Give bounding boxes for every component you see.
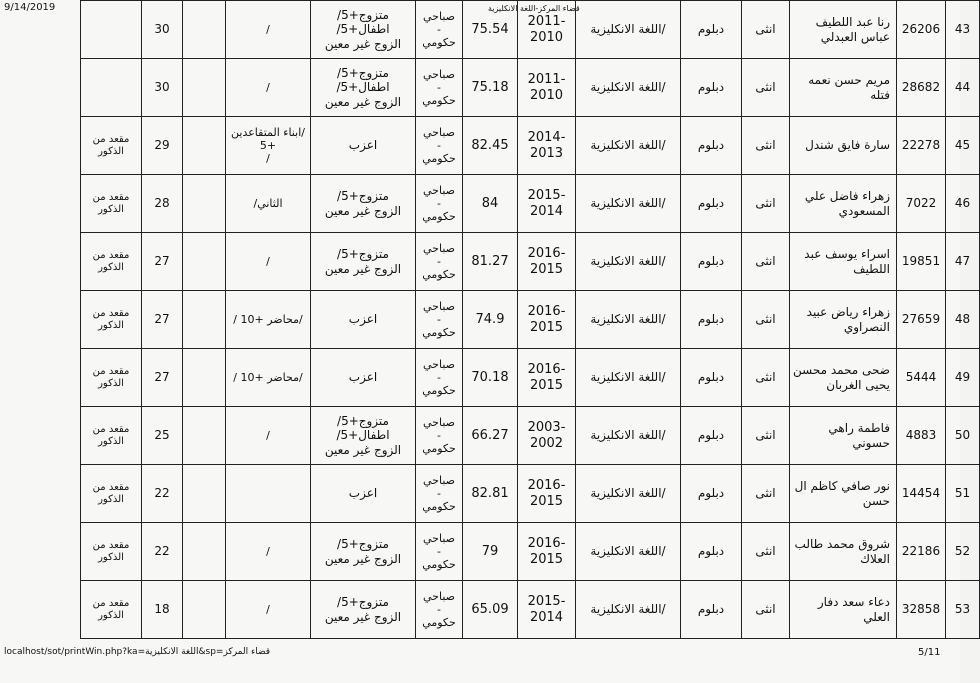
marital-status-cell: اعزب: [311, 291, 416, 349]
marital-status-cell: متزوج+5/ اطفال+5/ الزوج غير معين: [311, 407, 416, 465]
marital-status-cell: اعزب: [311, 349, 416, 407]
applicant-name-cell: رنا عبد اللطيف عباس العبدلي: [790, 1, 897, 59]
empty-cell: [183, 233, 226, 291]
applicant-name-cell: زهراء فاضل علي المسعودي: [790, 175, 897, 233]
gender-cell: انثى: [742, 117, 790, 175]
footer-url: localhost/sot/printWin.php?ka=اللغة الانكليزية&sp=قضاء المركز: [4, 647, 271, 657]
applicant-id-cell: 19851: [897, 233, 946, 291]
seat-note-cell: مقعد من الذكور: [81, 407, 142, 465]
applicant-name-cell: سارة فايق شندل: [790, 117, 897, 175]
specialization-cell: /اللغة الانكليزية: [576, 1, 681, 59]
graduation-year-cell: -2003 2002: [518, 407, 576, 465]
applicant-id-cell: 4883: [897, 407, 946, 465]
total-points-cell: 30: [142, 59, 183, 117]
gender-cell: انثى: [742, 465, 790, 523]
table-row: [81, 291, 980, 349]
marital-status-cell: متزوج+5/ الزوج غير معين: [311, 233, 416, 291]
gender-cell: انثى: [742, 175, 790, 233]
seat-note-cell: مقعد من الذكور: [81, 291, 142, 349]
total-points-cell: 27: [142, 291, 183, 349]
study-type-cell: صباحي - حكومي: [416, 175, 463, 233]
certificate-cell: دبلوم: [681, 465, 742, 523]
applicant-id-cell: 28682: [897, 59, 946, 117]
marital-status-cell: متزوج+5/ الزوج غير معين: [311, 175, 416, 233]
specialization-cell: /اللغة الانكليزية: [576, 233, 681, 291]
empty-cell: [183, 117, 226, 175]
certificate-cell: دبلوم: [681, 117, 742, 175]
empty-cell: [183, 59, 226, 117]
graduation-year-cell: -2011 2010: [518, 59, 576, 117]
applicant-name-cell: مريم حسن نعمه فتله: [790, 59, 897, 117]
table-row: [81, 581, 980, 639]
extra-points-cell: /: [226, 59, 311, 117]
specialization-cell: /اللغة الانكليزية: [576, 349, 681, 407]
graduation-year-cell: -2016 2015: [518, 523, 576, 581]
applicant-id-cell: 22278: [897, 117, 946, 175]
seat-note-cell: [81, 1, 142, 59]
specialization-cell: /اللغة الانكليزية: [576, 581, 681, 639]
seq-cell: 51: [946, 465, 980, 523]
total-points-cell: 29: [142, 117, 183, 175]
extra-points-cell: /: [226, 1, 311, 59]
applicant-id-cell: 22186: [897, 523, 946, 581]
total-points-cell: 25: [142, 407, 183, 465]
total-points-cell: 22: [142, 523, 183, 581]
empty-cell: [183, 349, 226, 407]
extra-points-cell: الثاني/: [226, 175, 311, 233]
marital-status-cell: اعزب: [311, 117, 416, 175]
certificate-cell: دبلوم: [681, 59, 742, 117]
applicant-id-cell: 27659: [897, 291, 946, 349]
seat-note-cell: مقعد من الذكور: [81, 581, 142, 639]
table-row: [81, 1, 980, 59]
study-type-cell: صباحي - حكومي: [416, 407, 463, 465]
applicant-name-cell: زهراء رياض عبيد النصراوي: [790, 291, 897, 349]
seq-cell: 52: [946, 523, 980, 581]
extra-points-cell: /: [226, 233, 311, 291]
seat-note-cell: مقعد من الذكور: [81, 117, 142, 175]
seq-cell: 53: [946, 581, 980, 639]
total-points-cell: 22: [142, 465, 183, 523]
grade-average-cell: 70.18: [463, 349, 518, 407]
study-type-cell: صباحي - حكومي: [416, 1, 463, 59]
table-row: [81, 465, 980, 523]
seat-note-cell: مقعد من الذكور: [81, 175, 142, 233]
total-points-cell: 30: [142, 1, 183, 59]
gender-cell: انثى: [742, 59, 790, 117]
table-row: [81, 407, 980, 465]
study-type-cell: صباحي - حكومي: [416, 523, 463, 581]
seq-cell: 47: [946, 233, 980, 291]
study-type-cell: صباحي - حكومي: [416, 291, 463, 349]
empty-cell: [183, 465, 226, 523]
certificate-cell: دبلوم: [681, 349, 742, 407]
marital-status-cell: متزوج+5/ الزوج غير معين: [311, 581, 416, 639]
specialization-cell: /اللغة الانكليزية: [576, 523, 681, 581]
extra-points-cell: /: [226, 407, 311, 465]
certificate-cell: دبلوم: [681, 233, 742, 291]
print-date: 9/14/2019: [4, 2, 56, 13]
specialization-cell: /اللغة الانكليزية: [576, 59, 681, 117]
marital-status-cell: اعزب: [311, 465, 416, 523]
candidates-table: [80, 0, 980, 639]
total-points-cell: 27: [142, 349, 183, 407]
grade-average-cell: 75.18: [463, 59, 518, 117]
certificate-cell: دبلوم: [681, 291, 742, 349]
candidates-table-body: [81, 1, 980, 639]
extra-points-cell: /محاضر +10 /: [226, 349, 311, 407]
graduation-year-cell: -2016 2015: [518, 291, 576, 349]
applicant-name-cell: ضحى محمد محسن يحيى الغربان: [790, 349, 897, 407]
total-points-cell: 27: [142, 233, 183, 291]
total-points-cell: 28: [142, 175, 183, 233]
table-row: [81, 233, 980, 291]
empty-cell: [183, 581, 226, 639]
study-type-cell: صباحي - حكومي: [416, 465, 463, 523]
gender-cell: انثى: [742, 233, 790, 291]
grade-average-cell: 82.81: [463, 465, 518, 523]
seat-note-cell: مقعد من الذكور: [81, 233, 142, 291]
applicant-id-cell: 32858: [897, 581, 946, 639]
applicant-name-cell: دعاء سعد دفار العلي: [790, 581, 897, 639]
grade-average-cell: 66.27: [463, 407, 518, 465]
applicant-id-cell: 26206: [897, 1, 946, 59]
grade-average-cell: 81.27: [463, 233, 518, 291]
applicant-name-cell: فاطمة راهي حسوني: [790, 407, 897, 465]
seat-note-cell: مقعد من الذكور: [81, 465, 142, 523]
extra-points-cell: /: [226, 523, 311, 581]
certificate-cell: دبلوم: [681, 1, 742, 59]
table-row: [81, 175, 980, 233]
seq-cell: 49: [946, 349, 980, 407]
seq-cell: 44: [946, 59, 980, 117]
applicant-id-cell: 7022: [897, 175, 946, 233]
specialization-cell: /اللغة الانكليزية: [576, 465, 681, 523]
study-type-cell: صباحي - حكومي: [416, 233, 463, 291]
grade-average-cell: 74.9: [463, 291, 518, 349]
total-points-cell: 18: [142, 581, 183, 639]
certificate-cell: دبلوم: [681, 523, 742, 581]
gender-cell: انثى: [742, 581, 790, 639]
seq-cell: 48: [946, 291, 980, 349]
certificate-cell: دبلوم: [681, 581, 742, 639]
seq-cell: 50: [946, 407, 980, 465]
table-row: [81, 59, 980, 117]
graduation-year-cell: -2016 2015: [518, 349, 576, 407]
header-district-subject: قضاء المركز-اللغة الانكليزية: [488, 4, 580, 13]
study-type-cell: صباحي - حكومي: [416, 59, 463, 117]
empty-cell: [183, 523, 226, 581]
marital-status-cell: متزوج+5/ الزوج غير معين: [311, 523, 416, 581]
specialization-cell: /اللغة الانكليزية: [576, 117, 681, 175]
applicant-id-cell: 5444: [897, 349, 946, 407]
applicant-name-cell: نور صافي كاظم ال حسن: [790, 465, 897, 523]
seq-cell: 46: [946, 175, 980, 233]
marital-status-cell: متزوج+5/ اطفال+5/ الزوج غير معين: [311, 59, 416, 117]
extra-points-cell: [226, 465, 311, 523]
specialization-cell: /اللغة الانكليزية: [576, 407, 681, 465]
certificate-cell: دبلوم: [681, 175, 742, 233]
certificate-cell: دبلوم: [681, 407, 742, 465]
gender-cell: انثى: [742, 407, 790, 465]
empty-cell: [183, 175, 226, 233]
seq-cell: 45: [946, 117, 980, 175]
grade-average-cell: 79: [463, 523, 518, 581]
study-type-cell: صباحي - حكومي: [416, 349, 463, 407]
empty-cell: [183, 1, 226, 59]
extra-points-cell: /محاضر +10 /: [226, 291, 311, 349]
seq-cell: 43: [946, 1, 980, 59]
gender-cell: انثى: [742, 291, 790, 349]
grade-average-cell: 84: [463, 175, 518, 233]
graduation-year-cell: -2015 2014: [518, 175, 576, 233]
marital-status-cell: متزوج+5/ اطفال+5/ الزوج غير معين: [311, 1, 416, 59]
graduation-year-cell: -2016 2015: [518, 465, 576, 523]
graduation-year-cell: -2011 2010: [518, 1, 576, 59]
applicant-id-cell: 14454: [897, 465, 946, 523]
study-type-cell: صباحي - حكومي: [416, 117, 463, 175]
extra-points-cell: /ابناء المتقاعدين +5 /: [226, 117, 311, 175]
specialization-cell: /اللغة الانكليزية: [576, 291, 681, 349]
gender-cell: انثى: [742, 349, 790, 407]
grade-average-cell: 65.09: [463, 581, 518, 639]
table-row: [81, 523, 980, 581]
applicant-name-cell: اسراء يوسف عبد اللطيف: [790, 233, 897, 291]
table-row: [81, 117, 980, 175]
grade-average-cell: 75.54: [463, 1, 518, 59]
graduation-year-cell: -2015 2014: [518, 581, 576, 639]
empty-cell: [183, 407, 226, 465]
study-type-cell: صباحي - حكومي: [416, 581, 463, 639]
seat-note-cell: مقعد من الذكور: [81, 349, 142, 407]
table-row: [81, 349, 980, 407]
gender-cell: انثى: [742, 1, 790, 59]
grade-average-cell: 82.45: [463, 117, 518, 175]
seat-note-cell: [81, 59, 142, 117]
extra-points-cell: /: [226, 581, 311, 639]
empty-cell: [183, 291, 226, 349]
graduation-year-cell: -2016 2015: [518, 233, 576, 291]
applicant-name-cell: شروق محمد طالب العلاك: [790, 523, 897, 581]
specialization-cell: /اللغة الانكليزية: [576, 175, 681, 233]
seat-note-cell: مقعد من الذكور: [81, 523, 142, 581]
gender-cell: انثى: [742, 523, 790, 581]
page-number: 5/11: [918, 647, 941, 658]
graduation-year-cell: -2014 2013: [518, 117, 576, 175]
